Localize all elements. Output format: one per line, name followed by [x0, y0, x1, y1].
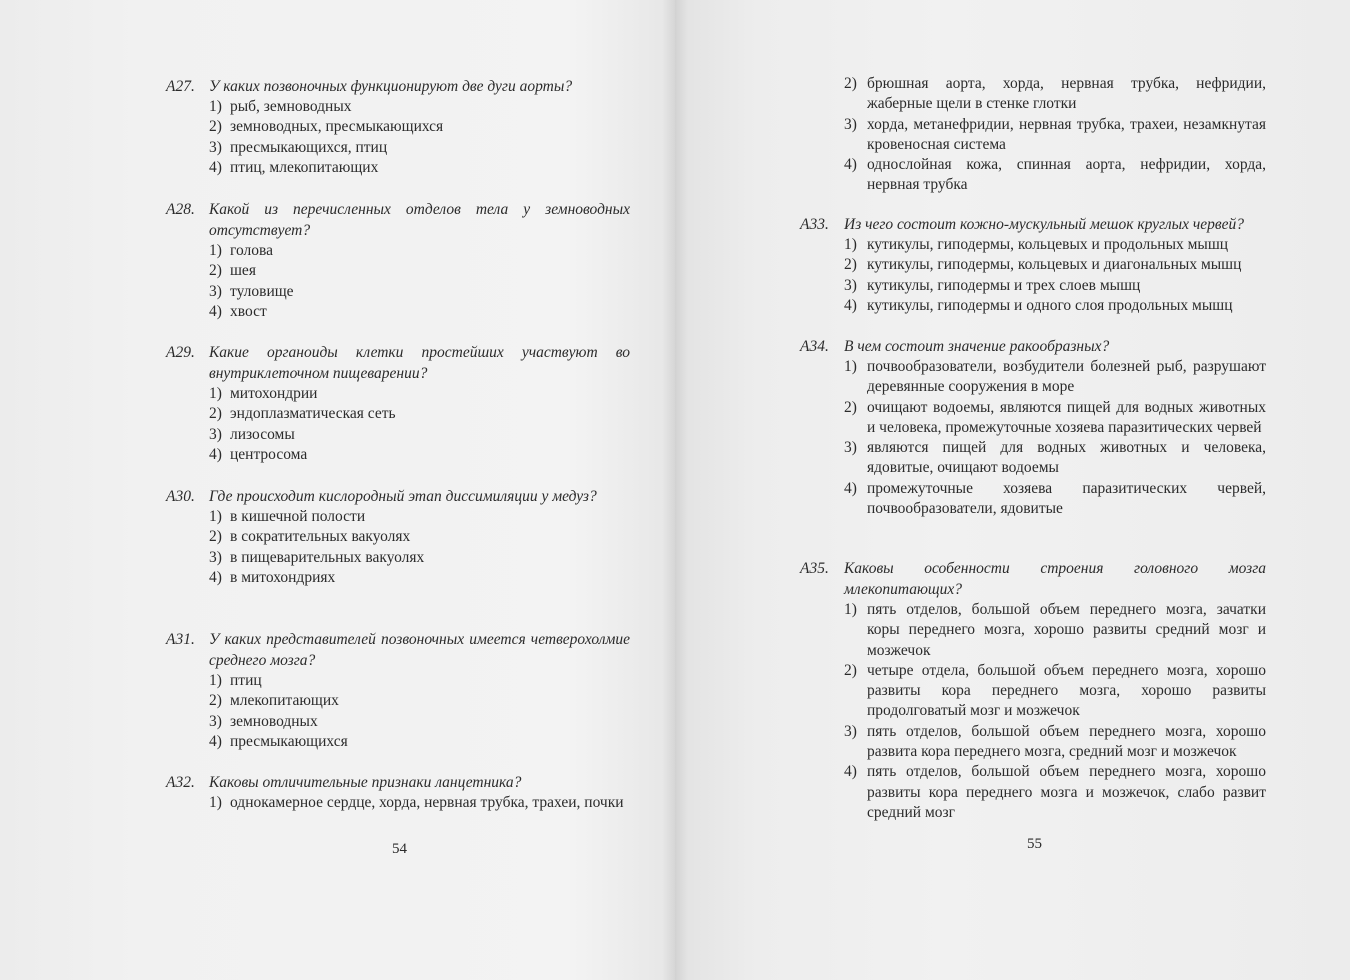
question-text: Где происходит кислородный этап диссимиляции у медуз? [209, 488, 597, 505]
option-text: туловище [230, 282, 294, 300]
option-number: 3) [209, 138, 222, 156]
answer-option [209, 425, 630, 445]
question-heading [166, 76, 630, 97]
question-a27 [166, 76, 630, 178]
answer-option [844, 600, 1266, 661]
question-heading [800, 336, 1266, 357]
option-number: 3) [209, 548, 222, 566]
question-a32 [166, 772, 630, 813]
answer-option [209, 507, 630, 527]
answer-option [209, 97, 630, 117]
option-number: 1) [844, 358, 857, 375]
question-heading [166, 342, 630, 384]
answer-option [844, 398, 1266, 439]
option-number: 3) [209, 282, 222, 300]
question-heading [166, 629, 630, 671]
question-text: В чем состоит значение ракообразных? [844, 338, 1110, 355]
answer-option [209, 527, 630, 547]
answer-option [209, 241, 630, 261]
option-text: эндоплазматическая сеть [230, 405, 396, 423]
option-number: 4) [209, 302, 222, 320]
option-number: 3) [844, 722, 857, 740]
question-number: A30. [166, 488, 195, 505]
option-number: 4) [209, 158, 222, 176]
answer-option [844, 276, 1266, 296]
option-text: шея [230, 262, 256, 280]
option-text: пять отделов, большой объем переднего мозга, зачатки коры переднего мозга, хорошо развиты средний мозг и мозжечок [867, 601, 1266, 659]
question-text: Каковы отличительные признаки ланцетника? [209, 774, 522, 791]
option-number: 4) [844, 296, 857, 314]
answer-options [209, 507, 630, 588]
question-a31 [166, 629, 630, 752]
option-text: в сократительных вакуолях [230, 528, 411, 546]
option-text: промежуточные хозяева паразитических червей, почвообразователи, ядовитые [867, 479, 1266, 518]
option-number: 1) [209, 98, 222, 115]
option-text: центросома [230, 445, 308, 463]
answer-option [844, 762, 1266, 823]
question-heading [166, 486, 630, 507]
answer-option [209, 138, 630, 158]
option-text: птиц [230, 672, 262, 689]
option-number: 1) [209, 672, 222, 689]
right-page [675, 0, 1350, 980]
option-text: голова [230, 242, 273, 259]
option-text: кутикулы, гиподермы, кольцевых и диагональных мышц [867, 256, 1242, 274]
option-number: 3) [209, 712, 222, 730]
option-text: пять отделов, большой объем переднего мозга, хорошо развиты кора переднего мозга и мозжечок, слабо развит средний мозг [867, 763, 1266, 821]
option-text: земноводных, пресмыкающихся [230, 118, 444, 136]
option-text: хвост [230, 302, 267, 320]
answer-option [844, 438, 1266, 479]
question-a34 [800, 336, 1266, 519]
option-text: почвообразователи, возбудители болезней рыб, разрушают деревянные сооружения в море [867, 358, 1266, 396]
answer-options [209, 97, 630, 178]
option-number: 1) [844, 601, 857, 618]
question-number: A33. [800, 216, 829, 233]
question-heading [800, 214, 1266, 235]
book-gutter-shadow [662, 0, 688, 980]
answer-option [209, 117, 630, 137]
answer-option [209, 691, 630, 711]
option-text: являются пищей для водных животных и человека, ядовитые, очищают водоемы [867, 439, 1266, 477]
option-number: 4) [209, 445, 222, 463]
question-text: Какой из перечисленных отделов тела у земноводных отсутствует? [209, 201, 630, 239]
answer-option [209, 793, 630, 813]
option-text: в пищеварительных вакуолях [230, 548, 425, 566]
option-text: земноводных [230, 712, 318, 730]
question-heading [800, 558, 1266, 600]
answer-option [844, 155, 1266, 196]
answer-option [209, 158, 630, 178]
answer-options [844, 74, 1266, 196]
option-number: 2) [844, 398, 857, 416]
answer-options [209, 384, 630, 465]
option-number: 4) [209, 568, 222, 586]
question-number: A35. [800, 560, 829, 577]
answer-option [209, 404, 630, 424]
question-a33 [800, 214, 1266, 316]
option-number: 3) [844, 115, 857, 133]
question-heading [166, 772, 630, 793]
answer-option [209, 732, 630, 752]
option-text: пять отделов, большой объем переднего мозга, хорошо развита кора переднего мозга, средний мозг и мозжечок [867, 722, 1266, 761]
option-number: 1) [209, 385, 222, 402]
option-text: кутикулы, гиподермы и трех слоев мышц [867, 276, 1141, 294]
option-number: 3) [844, 276, 857, 294]
option-text: брюшная аорта, хорда, нервная трубка, нефридии, жаберные щели в стенке глотки [867, 75, 1266, 113]
answer-options [209, 671, 630, 752]
option-number: 1) [209, 242, 222, 259]
option-text: однослойная кожа, спинная аорта, нефридии, хорда, нервная трубка [867, 156, 1266, 194]
question-a35 [800, 558, 1266, 823]
question-text: У каких представителей позвоночных имеется четверохолмие среднего мозга? [209, 631, 630, 669]
option-number: 2) [209, 692, 222, 710]
answer-option [209, 384, 630, 404]
answer-option [209, 568, 630, 588]
answer-options [844, 357, 1266, 519]
option-text: кутикулы, гиподермы и одного слоя продольных мышц [867, 296, 1233, 314]
option-number: 4) [844, 763, 857, 781]
option-text: млекопитающих [230, 692, 339, 710]
question-a28 [166, 199, 630, 322]
answer-option [844, 115, 1266, 156]
option-text: очищают водоемы, являются пищей для водных животных и человека, промежуточные хозяева паразитических червей [867, 398, 1266, 436]
answer-option [209, 261, 630, 281]
answer-option [209, 302, 630, 322]
option-text: птиц, млекопитающих [230, 158, 379, 176]
option-number: 4) [209, 732, 222, 750]
option-text: однокамерное сердце, хорда, нервная трубка, трахеи, почки [230, 794, 624, 811]
option-number: 2) [844, 256, 857, 274]
question-number: A31. [166, 631, 195, 648]
answer-option [209, 712, 630, 732]
answer-option [844, 357, 1266, 398]
option-text: митохондрии [230, 385, 318, 402]
option-number: 2) [844, 661, 857, 679]
option-text: четыре отдела, большой объем переднего мозга, хорошо развиты кора переднего мозга, хорошо развиты продолговатый мозг и мозжечок [867, 661, 1266, 720]
option-text: в кишечной полости [230, 508, 366, 525]
answer-option [209, 445, 630, 465]
option-text: пресмыкающихся, птиц [230, 138, 388, 156]
answer-option [209, 671, 630, 691]
option-number: 2) [209, 118, 222, 136]
option-number: 2) [209, 262, 222, 280]
answer-option [209, 548, 630, 568]
option-number: 1) [209, 794, 222, 811]
answer-options [844, 235, 1266, 316]
option-number: 2) [209, 528, 222, 546]
answer-options [844, 600, 1266, 823]
option-text: лизосомы [230, 425, 295, 443]
answer-option [844, 296, 1266, 316]
answer-option [844, 722, 1266, 763]
question-number: A34. [800, 338, 829, 355]
option-text: пресмыкающихся [230, 732, 348, 750]
question-text: Какие органоиды клетки простейших участвуют во внутриклеточном пищеварении? [209, 344, 630, 382]
option-number: 2) [209, 405, 222, 423]
answer-option [844, 255, 1266, 275]
question-a29 [166, 342, 630, 465]
question-number: A29. [166, 344, 195, 361]
option-text: в митохондриях [230, 568, 336, 586]
option-number: 1) [844, 236, 857, 253]
question-a32-continuation [800, 74, 1266, 196]
option-text: рыб, земноводных [230, 98, 352, 115]
option-text: хорда, метанефридии, нервная трубка, трахеи, незамкнутая кровеносная система [867, 115, 1266, 153]
answer-option [844, 479, 1266, 520]
question-number: A27. [166, 78, 195, 95]
answer-option [844, 661, 1266, 722]
option-number: 1) [209, 508, 222, 525]
page-number: 55 [1027, 836, 1042, 852]
question-number: A32. [166, 774, 195, 791]
option-number: 4) [844, 156, 857, 174]
answer-options [209, 241, 630, 322]
question-a30 [166, 486, 630, 588]
page-number: 54 [392, 841, 407, 857]
question-text: Каковы особенности строения головного мозга млекопитающих? [844, 560, 1266, 598]
option-number: 3) [844, 439, 857, 457]
option-number: 3) [209, 425, 222, 443]
question-text: Из чего состоит кожно-мускульный мешок круглых червей? [844, 216, 1244, 233]
answer-options [209, 793, 630, 813]
option-number: 4) [844, 479, 857, 497]
answer-option [844, 74, 1266, 115]
question-number: A28. [166, 201, 195, 218]
question-text: У каких позвоночных функционируют две дуги аорты? [209, 78, 573, 95]
option-number: 2) [844, 75, 857, 92]
answer-option [209, 282, 630, 302]
question-heading [166, 199, 630, 241]
option-text: кутикулы, гиподермы, кольцевых и продольных мышц [867, 236, 1229, 253]
answer-option [844, 235, 1266, 255]
